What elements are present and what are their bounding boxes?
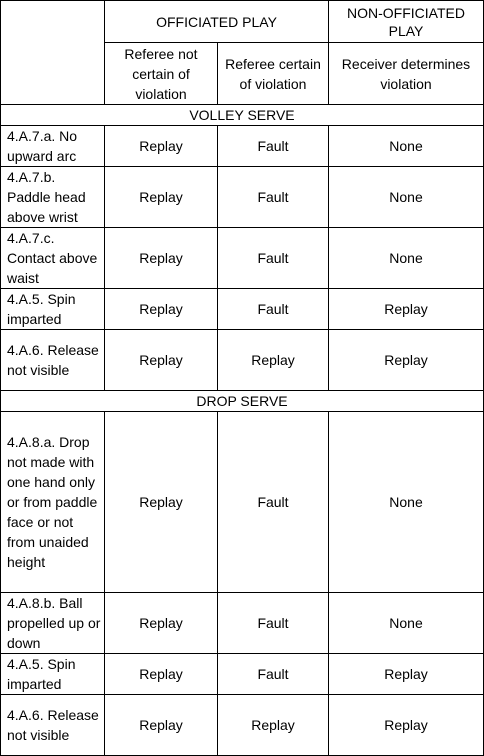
not-certain-cell: Replay — [105, 412, 218, 593]
not-certain-cell: Replay — [105, 330, 218, 391]
table-row — [1, 289, 484, 330]
receiver-cell: Replay — [329, 654, 484, 695]
receiver-cell: None — [329, 593, 484, 654]
table-row — [1, 593, 484, 654]
referee-certain-header: Referee certain of violation — [218, 43, 329, 105]
receiver-cell: None — [329, 228, 484, 289]
certain-cell: Fault — [218, 228, 329, 289]
section-header-volley-serve: VOLLEY SERVE — [1, 105, 484, 126]
table-row — [1, 126, 484, 167]
rule-cell: 4.A.8.b. Ball propelled up or down — [1, 593, 105, 654]
receiver-determines-header: Receiver determines violation — [329, 43, 484, 105]
certain-cell: Fault — [218, 654, 329, 695]
not-certain-cell: Replay — [105, 167, 218, 228]
not-certain-cell: Replay — [105, 695, 218, 756]
certain-cell: Fault — [218, 593, 329, 654]
rule-cell: 4.A.5. Spin imparted — [1, 654, 105, 695]
rule-cell: 4.A.5. Spin imparted — [1, 289, 105, 330]
certain-cell: Fault — [218, 167, 329, 228]
table-row — [1, 167, 484, 228]
not-certain-cell: Replay — [105, 228, 218, 289]
not-certain-cell: Replay — [105, 654, 218, 695]
section-header-drop-serve: DROP SERVE — [1, 391, 484, 412]
not-certain-cell: Replay — [105, 289, 218, 330]
non-officiated-play-header: NON-OFFICIATED PLAY — [329, 1, 484, 43]
referee-not-certain-header: Referee not certain of violation — [105, 43, 218, 105]
rule-cell: 4.A.6. Release not visible — [1, 695, 105, 756]
not-certain-cell: Replay — [105, 126, 218, 167]
not-certain-cell: Replay — [105, 593, 218, 654]
receiver-cell: Replay — [329, 330, 484, 391]
rule-cell: 4.A.8.a. Drop not made with one hand only or from paddle face or not from unaided height — [1, 412, 105, 593]
certain-cell: Replay — [218, 330, 329, 391]
receiver-cell: None — [329, 412, 484, 593]
receiver-cell: Replay — [329, 695, 484, 756]
certain-cell: Fault — [218, 126, 329, 167]
rule-cell: 4.A.7.a. No upward arc — [1, 126, 105, 167]
table-row — [1, 412, 484, 593]
certain-cell: Fault — [218, 412, 329, 593]
table-row — [1, 695, 484, 756]
table-row — [1, 228, 484, 289]
certain-cell: Fault — [218, 289, 329, 330]
receiver-cell: None — [329, 167, 484, 228]
blank-corner-cell — [1, 1, 105, 105]
rule-cell: 4.A.6. Release not visible — [1, 330, 105, 391]
receiver-cell: Replay — [329, 289, 484, 330]
officiated-play-header: OFFICIATED PLAY — [105, 1, 329, 43]
receiver-cell: None — [329, 126, 484, 167]
certain-cell: Replay — [218, 695, 329, 756]
rule-cell: 4.A.7.c. Contact above waist — [1, 228, 105, 289]
table-row — [1, 654, 484, 695]
rule-cell: 4.A.7.b. Paddle head above wrist — [1, 167, 105, 228]
table-row — [1, 330, 484, 391]
